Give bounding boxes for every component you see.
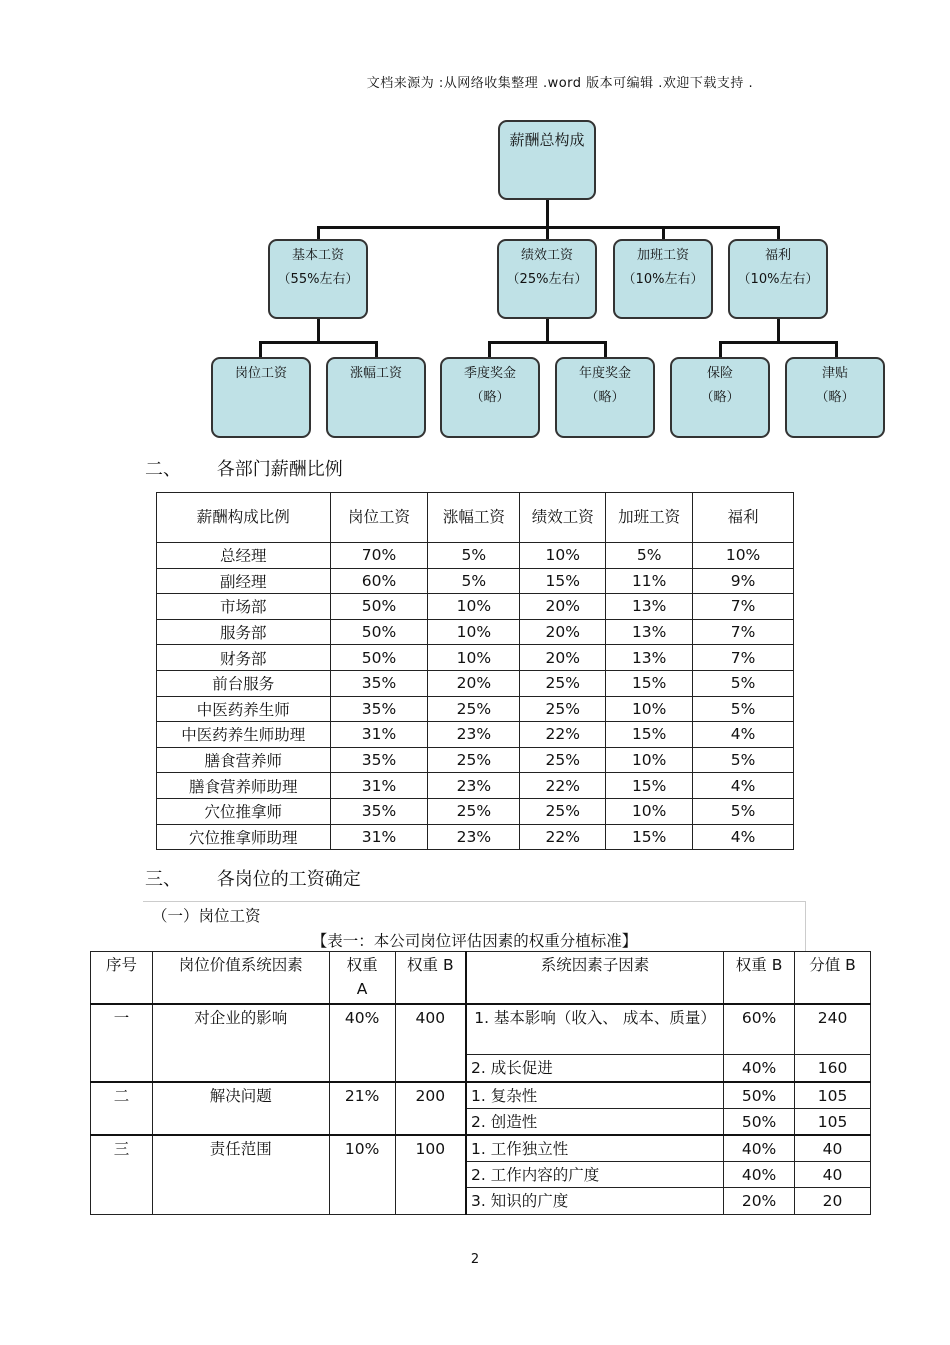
- table-cell: 10%: [428, 594, 520, 620]
- table-cell: 23%: [428, 773, 520, 799]
- table-cell: 50%: [330, 619, 428, 645]
- org-node-label: 季度奖金: [463, 366, 516, 381]
- column-header: 权重 B: [395, 952, 466, 1004]
- factor-cell: 对企业的影响: [152, 1004, 329, 1082]
- table-row: [91, 1135, 871, 1162]
- department-ratio-table: [156, 492, 794, 850]
- table-cell: 25%: [520, 747, 606, 773]
- table-cell: 20%: [520, 645, 606, 671]
- weight-a-cell: 10%: [329, 1135, 395, 1215]
- subfactor-score-cell: 20: [795, 1187, 871, 1214]
- org-node-sub: （10%左右）: [737, 272, 819, 287]
- subfactor-cell: 2. 成长促进: [466, 1055, 724, 1082]
- table-cell: 5%: [693, 747, 794, 773]
- table-cell: 10%: [428, 619, 520, 645]
- subfactor-score-cell: 40: [795, 1135, 871, 1162]
- table-cell: 4%: [693, 722, 794, 748]
- table-cell: 15%: [606, 773, 693, 799]
- table-row: [157, 543, 794, 569]
- table-cell: 25%: [520, 670, 606, 696]
- table-cell: 25%: [428, 696, 520, 722]
- column-header: 涨幅工资: [428, 493, 520, 543]
- factor-weight-table: [90, 951, 871, 1215]
- table-cell: 5%: [428, 543, 520, 569]
- table-row: [157, 824, 794, 850]
- org-node-basic-pay: [268, 239, 368, 319]
- weight-a-cell: 21%: [329, 1082, 395, 1135]
- column-header: 系统因素子因素: [466, 952, 724, 1004]
- table-row: [157, 594, 794, 620]
- org-node-label: 涨幅工资: [349, 366, 402, 381]
- factor-cell: 解决问题: [152, 1082, 329, 1135]
- table-cell: 9%: [693, 568, 794, 594]
- table-cell: 15%: [520, 568, 606, 594]
- table-cell: 7%: [693, 619, 794, 645]
- row-number-cell: 二: [91, 1082, 153, 1135]
- org-node-label: 福利: [764, 248, 791, 263]
- subsection-heading: （一）岗位工资: [152, 907, 261, 925]
- org-node-sub: （10%左右）: [622, 272, 704, 287]
- table-cell: 10%: [693, 543, 794, 569]
- connector: [662, 226, 665, 240]
- table-cell: 20%: [520, 594, 606, 620]
- subfactor-score-cell: 240: [795, 1004, 871, 1055]
- table-cell: 35%: [330, 798, 428, 824]
- subfactor-cell: 2. 创造性: [466, 1108, 724, 1135]
- table-row: [157, 568, 794, 594]
- row-number-cell: 一: [91, 1004, 153, 1082]
- column-header: 权重A: [329, 952, 395, 1004]
- table-cell: 10%: [606, 696, 693, 722]
- subfactor-score-cell: 160: [795, 1055, 871, 1082]
- org-node-label: 岗位工资: [234, 366, 287, 381]
- table-cell: 11%: [606, 568, 693, 594]
- table-cell: 35%: [330, 670, 428, 696]
- subfactor-weight-cell: 50%: [724, 1082, 795, 1109]
- row-label-cell: 膳食营养师: [157, 747, 331, 773]
- row-label-cell: 前台服务: [157, 670, 331, 696]
- row-label-cell: 穴位推拿师: [157, 798, 331, 824]
- table-cell: 4%: [693, 773, 794, 799]
- table-row: [157, 645, 794, 671]
- table-header-row: [91, 952, 871, 1004]
- table-cell: 20%: [520, 619, 606, 645]
- table-cell: 15%: [606, 722, 693, 748]
- subfactor-cell: 1. 基本影响（收入、 成本、质量）: [466, 1004, 724, 1055]
- table-row: [157, 619, 794, 645]
- subfactor-score-cell: 105: [795, 1108, 871, 1135]
- connector: [546, 226, 549, 240]
- section-title: 各岗位的工资确定: [216, 869, 361, 890]
- org-node-insurance: [670, 357, 770, 438]
- table-row: [157, 773, 794, 799]
- subfactor-weight-cell: 40%: [724, 1161, 795, 1187]
- org-node-sub: （略）: [470, 390, 510, 405]
- page-header: 文档来源为 :从网络收集整理 .word 版本可编辑 .欢迎下载支持 .: [366, 76, 754, 91]
- org-node-label: 津贴: [821, 366, 848, 381]
- table-cell: 70%: [330, 543, 428, 569]
- table-cell: 23%: [428, 824, 520, 850]
- table-cell: 50%: [330, 594, 428, 620]
- subfactor-score-cell: 105: [795, 1082, 871, 1109]
- subfactor-weight-cell: 60%: [724, 1004, 795, 1055]
- table-cell: 23%: [428, 722, 520, 748]
- row-label-cell: 穴位推拿师助理: [157, 824, 331, 850]
- row-label-cell: 副经理: [157, 568, 331, 594]
- subfactor-score-cell: 40: [795, 1161, 871, 1187]
- table-row: [91, 1004, 871, 1055]
- table-cell: 60%: [330, 568, 428, 594]
- connector: [777, 226, 780, 240]
- table-cell: 25%: [428, 747, 520, 773]
- row-label-cell: 总经理: [157, 543, 331, 569]
- org-root-node: [498, 120, 596, 200]
- section-number: 二、: [145, 459, 181, 480]
- row-label-cell: 中医药养生师: [157, 696, 331, 722]
- connector: [719, 341, 837, 344]
- subfactor-cell: 2. 工作内容的广度: [466, 1161, 724, 1187]
- factor-cell: 责任范围: [152, 1135, 329, 1215]
- org-node-label: 加班工资: [636, 248, 689, 263]
- org-node-sub: （25%左右）: [506, 272, 588, 287]
- subfactor-cell: 1. 复杂性: [466, 1082, 724, 1109]
- org-node-sub: （略）: [585, 390, 625, 405]
- table-row: [157, 798, 794, 824]
- table-header-row: [157, 493, 794, 543]
- section-3-heading: [145, 865, 361, 891]
- table-cell: 25%: [520, 696, 606, 722]
- org-node-label: 年度奖金: [578, 366, 631, 381]
- table-cell: 20%: [428, 670, 520, 696]
- connector: [546, 198, 549, 228]
- connector: [317, 317, 320, 343]
- table-cell: 35%: [330, 696, 428, 722]
- connector: [317, 226, 320, 240]
- table-row: [157, 696, 794, 722]
- org-root-label: 薪酬总构成: [509, 131, 585, 149]
- row-label-cell: 膳食营养师助理: [157, 773, 331, 799]
- table-caption: 【表一：本公司岗位评估因素的权重分植标准】: [311, 932, 638, 950]
- org-node-label: 绩效工资: [520, 248, 573, 263]
- connector: [546, 317, 549, 343]
- table-cell: 25%: [520, 798, 606, 824]
- table-cell: 25%: [428, 798, 520, 824]
- org-node-sub: （略）: [700, 390, 740, 405]
- org-node-label: 基本工资: [291, 248, 344, 263]
- column-header: 岗位价值系统因素: [152, 952, 329, 1004]
- org-node-sub: （略）: [815, 390, 855, 405]
- column-header: 岗位工资: [330, 493, 428, 543]
- table-cell: 13%: [606, 594, 693, 620]
- column-header: 权重 B: [724, 952, 795, 1004]
- section-2-heading: [145, 455, 343, 481]
- subfactor-weight-cell: 40%: [724, 1055, 795, 1082]
- table-cell: 7%: [693, 594, 794, 620]
- table-cell: 5%: [693, 696, 794, 722]
- table-row: [157, 722, 794, 748]
- org-node-welfare: [728, 239, 828, 319]
- org-node-label: 保险: [706, 366, 733, 381]
- org-node-quarterly-bonus: [440, 357, 540, 438]
- table-cell: 5%: [693, 798, 794, 824]
- org-node-post-pay: [211, 357, 311, 438]
- table-cell: 5%: [606, 543, 693, 569]
- row-number-cell: 三: [91, 1135, 153, 1215]
- column-header: 福利: [693, 493, 794, 543]
- table-cell: 10%: [606, 798, 693, 824]
- page-number: 2: [470, 1252, 480, 1267]
- column-header: 薪酬构成比例: [157, 493, 331, 543]
- table-cell: 10%: [428, 645, 520, 671]
- subfactor-weight-cell: 40%: [724, 1135, 795, 1162]
- section-number: 三、: [145, 869, 181, 890]
- connector: [777, 317, 780, 343]
- subfactor-cell: 3. 知识的广度: [466, 1187, 724, 1214]
- table-cell: 13%: [606, 619, 693, 645]
- column-header: 绩效工资: [520, 493, 606, 543]
- column-header: 序号: [91, 952, 153, 1004]
- table-cell: 7%: [693, 645, 794, 671]
- org-node-annual-bonus: [555, 357, 655, 438]
- org-node-sub: （55%左右）: [277, 272, 359, 287]
- table-cell: 31%: [330, 824, 428, 850]
- org-node-overtime-pay: [613, 239, 713, 319]
- table-cell: 10%: [520, 543, 606, 569]
- connector: [259, 341, 377, 344]
- table-row: [157, 747, 794, 773]
- column-header: 加班工资: [606, 493, 693, 543]
- table-row: [91, 1082, 871, 1109]
- table-cell: 4%: [693, 824, 794, 850]
- row-label-cell: 中医药养生师助理: [157, 722, 331, 748]
- table-cell: 5%: [428, 568, 520, 594]
- table-cell: 15%: [606, 670, 693, 696]
- row-label-cell: 财务部: [157, 645, 331, 671]
- org-node-raise-pay: [326, 357, 426, 438]
- weight-b-cell: 100: [395, 1135, 466, 1215]
- table-cell: 10%: [606, 747, 693, 773]
- table-row: [157, 670, 794, 696]
- table-cell: 31%: [330, 722, 428, 748]
- table-cell: 22%: [520, 722, 606, 748]
- org-node-performance-pay: [497, 239, 597, 319]
- table-cell: 31%: [330, 773, 428, 799]
- table-cell: 50%: [330, 645, 428, 671]
- table-cell: 35%: [330, 747, 428, 773]
- subfactor-weight-cell: 20%: [724, 1187, 795, 1214]
- org-node-allowance: [785, 357, 885, 438]
- row-label-cell: 服务部: [157, 619, 331, 645]
- table-cell: 22%: [520, 824, 606, 850]
- weight-b-cell: 400: [395, 1004, 466, 1082]
- section-title: 各部门薪酬比例: [216, 459, 343, 480]
- table-cell: 22%: [520, 773, 606, 799]
- row-label-cell: 市场部: [157, 594, 331, 620]
- table-cell: 5%: [693, 670, 794, 696]
- column-header: 分值 B: [795, 952, 871, 1004]
- table-cell: 15%: [606, 824, 693, 850]
- subfactor-weight-cell: 50%: [724, 1108, 795, 1135]
- connector: [488, 341, 606, 344]
- weight-b-cell: 200: [395, 1082, 466, 1135]
- weight-a-cell: 40%: [329, 1004, 395, 1082]
- table-cell: 13%: [606, 645, 693, 671]
- subfactor-cell: 1. 工作独立性: [466, 1135, 724, 1162]
